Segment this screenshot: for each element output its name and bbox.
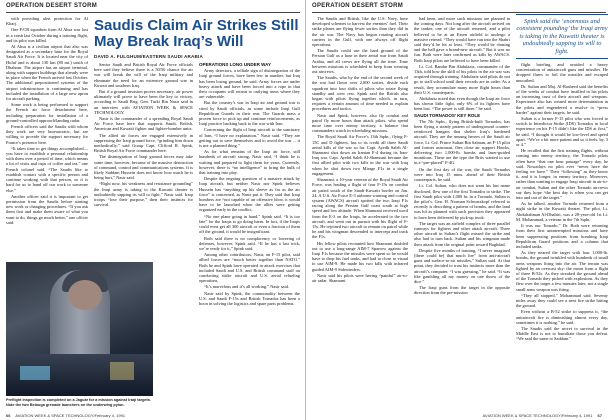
paragraph: “They all stopped,” Mohammad said. Seventy miles away they could see a next fire strike hitting the ground.	[516, 292, 608, 309]
paragraph: His fellow pilots recounted how Shamrani doubled out to use a long-range AIM-7 Sparrow against the Iraqi F1s because the missiles were spent so he would have to drop his fuel tanks, and had to close to visual to use AIM-9. He made his two kills with infrared guided AIM-9 Sidewinders.	[312, 240, 408, 272]
column-2-continued	[158, 262, 194, 398]
paragraph: “Right now, his weakness and resistance grounding” the Iraqi army is taking to the Kuwaiti theater is undoubtedly sapping its will to fight,” Nasir said. Iraqi troops “lose their purpose,” then their instincts for survival.	[94, 181, 193, 208]
paragraph: Lt. Col. Bandar Bin Abdulaziz, commander of the 13th, told how the skill of his pilots in the air war was acquired through training. Abdulaziz said pilots do not go to staff school until their records are in order. As a result, they accumulate many more flight hours than their U.S. counterparts.	[414, 63, 510, 95]
paragraph: The Saudis, who by the end of the second week of the war had flown over 2,000 sorties, divide each squadron into four shifts of pilots who rotate flying standby and crew rest. Spink said the British also began with pilots flying together which, in turn, requires a certain amount of time needed to explain procedures and tactics.	[312, 75, 408, 112]
paragraph: The target was an airfield complex of three parallel runways for fighters and other attack aircraft. Three other aircraft in Sultan’s flight missed the strike and also had to turn back. Sultan and his wingman made their attack from the original point toward Baghdad.	[414, 220, 510, 247]
paragraph: Another officer said it is important to get permission from the Saudis before starting new work or changing procedures. “If you ask them first and make them aware of what you want to do, things go much better,” one officer said.	[6, 193, 88, 225]
paragraph: The 7th Sqdn., flying British-built Tornados, has been flying a steady pattern of underground counter-reinforced hangars that shelter Iraq’s hardened aircraft. They are the unsung heroes of the Saudi air force, Lt. Col. Prince Sultan Bin Salman, an F-15 pilot and former astronaut, flies close air support Hawks, delivering two 1,000-lb. bombs and laser-guided munitions. These are the type the Brits wanted to use in a “pre-placed” F-4G.	[414, 118, 510, 166]
paragraph: The disintegration of Iraqi ground forces may take some time, however, because of the massive destruction of command, control and communications systems. It is likely Saddam Hussein does not know how much he is being hurt,” Nasir said.	[94, 154, 193, 181]
paragraph: Some work is being performed to support the French air force detachment here, including preparation for installation of a ground-controlled approach/landing radar.	[6, 102, 88, 123]
column-2	[94, 62, 193, 260]
column-3	[199, 62, 300, 398]
paragraph: As they neared the target with four 1,000-lb. bombs, the ground twinkled with hundreds of small arms weapons firing into the air. The terrain was lighted by an overcast sky: the moon from a flight of three B-52s. As they streaked the ground ahead of the Tornado they picked with explosions. As they flew over the target a few minutes later, not a single small arms weapon was firing.	[516, 250, 608, 292]
paragraph: Abdulaziz noted that even though the Iraqi air force has shown little fight, only 6% of its fighters have been lost. “The power is still there,” he said.	[414, 96, 510, 112]
column-1	[312, 16, 408, 406]
section-title: OPERATION DESERT STORM	[312, 3, 404, 9]
subhead: SAUDI TORNADOS’ KEY ROLE	[414, 112, 481, 118]
paragraph: Shamrani, a 10-year veteran of the Royal Saudi Air Force, was leading a flight of four F-15s on combat air patrol south of the Saudi-Kuwaiti border on Jan. 24. A U.S. Air Force E-3 airborne warning and control system (AWACS) aircraft spotted the two Iraqi F1s racing along the Persian Gulf coast south at high speed and low altitude. When Shamrani received word from the E-3 on the Iraqis, he accelerated to the two aircraft, and went out in pursuit with his flight of F-15s. He rejoined two aircraft to remain on patrol while he and his wingman descended to intercept and track the F1s.	[312, 177, 408, 240]
paragraph: “It takes time to get things accomplished—you have to establish a personal relationship with them over a period of time, which means a lot of visits and cups of coffee and tea,” one French colonel said. “The Saudis like to establish contact with a specific person and continue working with that person, so it is hard for us to hand off our work to someone else.”	[6, 145, 88, 193]
section-title: OPERATION DESERT STORM	[6, 3, 98, 9]
paragraph: It was our Tornado,” Dr. Both were returning from their first uninterrupted missions and have been suppressing positions from bombing Iraqi Republican Guard positions and a column that included tanks.	[516, 223, 608, 249]
footer-text: AVIATION WEEK & SPACE TECHNOLOGY/February 4, 1991	[482, 413, 593, 418]
jaguar-preflight-photo	[6, 262, 153, 396]
paragraph: But if a ground invasion proves necessary, air power ultimately will prove to have been the key to victory, according to Saudi Brig. Gen. Turki Bin Nasir said in an interview with AVIATION WEEK & SPACE TECHNOLOGY.	[94, 89, 193, 115]
column-3	[516, 62, 608, 406]
footer-text: AVIATION WEEK & SPACE TECHNOLOGY/February 4, 1991	[15, 413, 126, 418]
paragraph: Nasir said his pilots were having “painful” air-to-air radar. Shamrani	[312, 272, 408, 283]
paragraph: Even without a B-52 strike to suppress it, “the antiaircraft fire is diminishing almost every day, sometimes it is nothing,” he said.	[516, 309, 608, 325]
paragraph: Nasir and Spink, however, also fly combat and patrol fly more hours than attack pilots, who spend more time over enemy territory, a balance that commanders watch in scheduling missions.	[312, 112, 408, 134]
paragraph: The Saudis could use the hard ground of the Persian Gulf as a base in their aerial war from Saudi Arabia, and all crews are flying all the time. Time between missions is scheduled to keep from wearing out aircrews.	[312, 48, 408, 75]
paragraph: French officers said the Saudis with whom they work are very bureaucratic, but are willing to provide the support necessary for France’s presence here.	[6, 124, 88, 145]
paragraph: Army detectors, a telltale sign of disintegration of the Iraqi ground forces, have been few in number, but Iraq has been losing ground, he said. Army forces are under heavy attack and have been forced into a rope in that their occupants will retreat to outlying areas where they are vulnerable.	[199, 68, 300, 100]
paragraph: “It’s marvelous and it’s all working,” Nasir said.	[204, 284, 289, 290]
paragraph: had been, and more such missions are planned in the coming days. Not long after the aircraft arrived on the tanker, one of the aircraft returned, and a pilot believed to be at an Essen airfield to undergo a massive retread. “They would have run into the Shahri said they’d be hit at least. “They would be chasing and the ball gave a brand-new aircraft.” But it was no fun. Both were later confirmed as kills by AWACS. Both Iraqi pilots are believed to have been killed.	[414, 16, 510, 63]
paragraph: Nasir is the commander of a spreading Royal Saudi Air Force base here that supports Saudi, British, American and Kuwaiti fighter and fighter-bomber units.	[94, 116, 193, 132]
paragraph: Sultan is a former F-15 pilot who was forced to switch to Interdictor Strike (IDS) Tornados in local experience on his F-15 didn’t like the IDS at first,” he said. “I thought it would be low-level and speed apart. “We’re a bit more patient and so it feels, by, 3 or 4.”	[516, 116, 608, 148]
paragraph: Despite the ongoing question of a massive attack by Iraqi aircraft, but neither Nasir nor Spink believes Hussein has “anything up his sleeve as far as the air force” is concerned, as Nasir put it. They said that Iraqi bombers are “not capable of an offensive blow, it would have to be launched when the allies were getting organized early in the conflict.	[199, 176, 300, 213]
column-2	[414, 16, 510, 406]
column-1	[6, 16, 88, 260]
paragraph: The allied air forces are engaged extensively in suppressing the Iraqi ground force, “grinding him down methodically,” said Group Capt. Clifford R. Spink, British Royal Air Force commander here.	[94, 132, 193, 154]
page-number: 67	[597, 413, 602, 418]
paragraph: Both said there is no complacency or lowering of defenses, however, Spink said. “If he has a last trick, we’re ready for it,” Spink said.	[199, 235, 300, 251]
paragraph: On the first day of the war, the Saudi Tornados were into Iraq 15 mins. ahead of their British counterparts, he said.	[414, 166, 510, 183]
right-page	[306, 0, 612, 420]
paragraph: flight briefing, and avoided a heavy concentration of antiaircraft guns and missiles. He dropped flares to foil the missiles and escaped unscathed.	[516, 62, 608, 83]
paragraph: Al Ahsa is a civilian airport that also was designated as a secondary base for the Royal Saudi Air Force. It is located near the city of Hofuf and is about 130 km (80 mi.) south of Dhahran. The airport has an airport terminal, along with support buildings that already were in place when the French arrived last October. The additional prepositioned systems of the airport infrastructure is continuing and has included the installation of a large new apron for aircraft parking.	[6, 44, 88, 102]
paragraph: Dr. Sultan and Maj. Al-Rasheed said the benefits of the weeks of combat have instilled in his pilots an increasing trust of their aircraft and weapons. Experience also has created more determination in the pilots and engendered a resolve to “press harder” against their targets, he said.	[516, 83, 608, 115]
paragraph: The Saudis said the secret to survival in the Middle East is not to humiliate those you defeat. “We said the same to Saddam.”	[516, 325, 608, 342]
paragraph: One F/CR squadron from Al Ahsa was lost in a crash last October during a training flight, and its pilot was killed.	[6, 27, 88, 43]
section-rule	[312, 12, 606, 13]
page-footer	[6, 413, 125, 418]
pull-quote: Spink said the ‘enormous and consistent pounding’ the Iraqi army is taking in the Kuwaiti theater is undoubtedly sapping its will to fight.	[516, 14, 608, 59]
paragraph: “No one plane going in hand,” Spink said. “It is too late” for the Iraqis to go doing harm. In fact, if the Iraqis could even get all 300 aircraft or even a fraction of them off the ground, it would be insignificant.	[199, 213, 300, 235]
article-byline: DAVID A. FULGHUM/EASTERN SAUDI ARABIA	[94, 54, 204, 59]
paragraph: But the country’s war in Iraqi air and ground war is cited by Saudi officials, as some include Iraqi Gulf Republican Guards in their rear. The Guards mass a proven force to pick up and continue reinforcements, as Iraqi practice backing back to the war with Iran.	[199, 100, 300, 127]
paragraph: As for what remains of the Iraqi air force, still hundreds of aircraft strong, Nasir said, “I think he is waiting and prepared to fight them for years. Currently, however, there is “no intelligence” to bring the bulk of that training into play.	[199, 149, 300, 176]
paragraph: with providing alert protection for Al Kharj.	[6, 16, 88, 27]
paragraph: Concerning the flight of Iraqi aircraft to the sanctuary of Iran, “I have no explanation,” Nasir said. “They are getting out to save themselves and to avoid the war ... it is not a planned thing.”	[199, 127, 300, 149]
paragraph: He recalled that the first training flights, without coming into enemy territory, the Tornado pilots often have “that one hour passage” every day, he said. Nowadays no pilot ever “never have the feeling we have.” Their “following” as they know it, and it is longer, in enemy territory. Moreover, rather than wanting to engage Iraqi aircraft in air-to-air combat, Sultan and the other Tornado aircrews say they hope “the best day is when you can get into and out of the target.”	[516, 148, 608, 201]
paragraph: Among other contributors, Nasir, an F-15 pilot, said allied forces are “much better together than NATO.” Both he and Spink have operated in attack exercises that included Saudi and U.S. and British command staff on conducting strike aircraft and U.S. aerial refueling operations.	[199, 252, 300, 284]
subhead: OPERATIONS LONG UNDER WAY	[199, 62, 272, 67]
section-rule	[6, 12, 300, 13]
paragraph: Despite five months of training, “I never imagined [there could be] that much fire” from anti-aircraft guns and surface-to-air missiles,” Sultan said. At that point, they decided to trust his instincts more than the aircraft’s computer. “I was guessing,” he said. “It was like gambling all my money on one throw of the dice.”	[414, 247, 510, 284]
page-footer	[483, 413, 606, 418]
paragraph: Nasir said by Spink, the commonality between the U.S. and Saudi F-15s and British Tornados has been a boon in solving the logistics and spare parts problems.	[199, 290, 300, 306]
paragraph: The Saudis and British, like the U.S. Navy, have developed schemes to harvest the enemies’ fuel. Their strike planes are flying fewer sorties than they did in the air war. The Navy has begun rotating aircraft carriers in the Gulf, with one always off flight operations.	[312, 16, 408, 48]
paragraph: As he talked, another Tornado returned from a night strike in the Kuwaiti theater. The pilot, Lt. Abdulrahman Al-Dhahiri, was a 28-year-old 1st Lt. M. Mohammad, a veteran in the 7th Sqdn.	[516, 201, 608, 222]
paragraph: The Iraqi guns from the target in the opposite direction from the pre-mission	[414, 285, 510, 296]
paragraph: Lt. Col. Sultan, who does not want his last name disclosed, flew one of the first Tornados to strike. The first Saudi pilot with 1,000 hr. in a Tornado, Sultan is the pilot’s. Gen. H. Norman Schwarzkopf referred to recently is describing a pattern of bombs, and the land was hit as planned with such precision they appeared to have been delivered by pick-up truck.	[414, 183, 510, 220]
article-headline: Saudis Claim Air Strikes Still May Break Iraq’s Will	[94, 17, 299, 50]
photo-caption: Preflight inspection is completed on a Jaguar for a mission against Iraqi targets. Note the two Belouga grenade launchers on the underwing pylon.	[6, 398, 151, 407]
paragraph: The Royal Saudi Air Force’s 13th Sqdn., flying F-15C and D fighters, has to its credit all three Saudi aerial kills of the war so far. Capt. Ayedh Saleh Al-Shamrani shot down an Iranian F-4 during its Iran-Iraq war. Capt. Ayehd Saleh Al-Shamrani became the first allied pilot with two kills in the war with Iraq when he shot down two Mirage F1s in a single engagement.	[312, 134, 408, 176]
paragraph: Senior Saudi and British Royal Air Force officials here said they believe there is a 50/50 chance the air war will break the will of the Iraqi military and eliminate the need for an extensive ground war in Kuwait and southern Iraq.	[94, 62, 193, 88]
page-number: 66	[6, 413, 11, 418]
